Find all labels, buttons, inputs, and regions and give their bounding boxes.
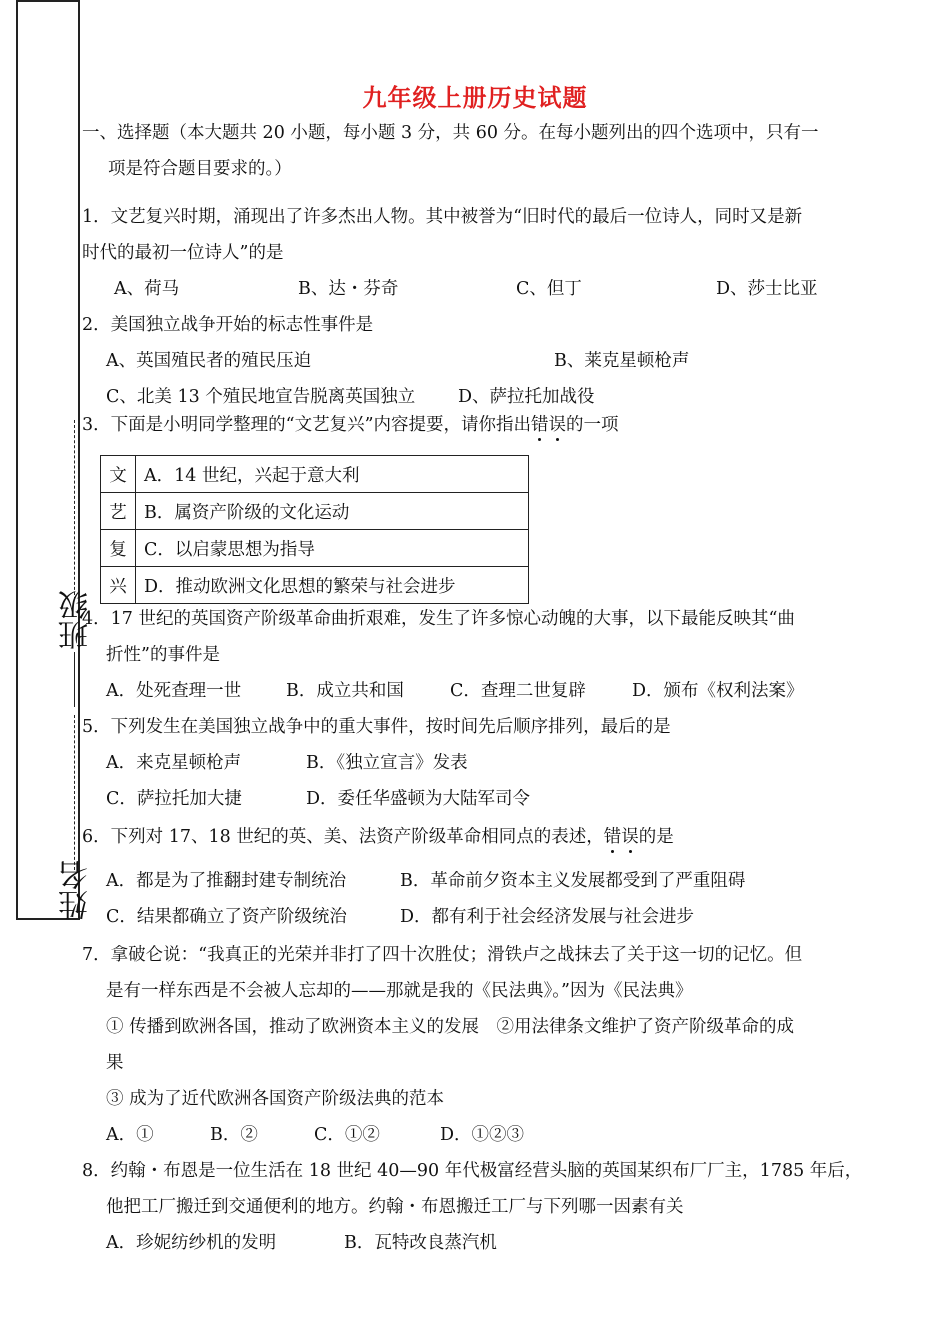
- q6-emphasis-1: 错: [603, 827, 622, 847]
- table-side-cell: 艺: [101, 493, 136, 530]
- q8-option-a: A．珍妮纺纱机的发明: [106, 1233, 277, 1253]
- q1-stem-line2: 时代的最初一位诗人”的是: [82, 243, 284, 263]
- q5-option-c: C．萨拉托加大捷: [106, 789, 242, 809]
- q3-emphasis-1: 错: [531, 415, 549, 435]
- q5-option-a: A．来克星顿枪声: [106, 753, 242, 773]
- table-cell: C．以启蒙思想为指导: [136, 530, 529, 567]
- name-label: 姓名: [59, 860, 94, 920]
- q5-stem: 5．下列发生在美国独立战争中的重大事件，按时间先后顺序排列，最后的是: [82, 717, 671, 737]
- table-side-cell: 兴: [101, 567, 136, 604]
- q4-stem-line2: 折性”的事件是: [106, 645, 220, 665]
- q2-option-c: C、北美 13 个殖民地宣告脱离英国独立: [106, 387, 416, 407]
- q7-option-a: A．①: [106, 1125, 154, 1145]
- q6-emphasis-2: 误: [621, 827, 639, 847]
- table-row: [101, 456, 529, 493]
- q1-option-d: D、莎士比亚: [716, 279, 818, 299]
- q4-option-a: A．处死查理一世: [106, 681, 242, 701]
- table-side-cell: 文: [101, 456, 136, 493]
- q1-stem-line1: 1．文艺复兴时期，涌现出了许多杰出人物。其中被誉为“旧时代的最后一位诗人，同时又是新: [82, 207, 803, 227]
- binding-margin-box: [16, 0, 80, 920]
- q1-option-a: A、荷马: [114, 279, 180, 299]
- table-row: [101, 530, 529, 567]
- q6-option-a: A．都是为了推翻封建专制统治: [106, 871, 347, 891]
- q4-option-c: C．查理二世复辟: [450, 681, 586, 701]
- q6-option-d: D．都有利于社会经济发展与社会进步: [400, 907, 695, 927]
- q6-stem: [82, 826, 674, 848]
- table-row: [101, 567, 529, 604]
- q4-option-d: D．颁布《权利法案》: [632, 681, 804, 701]
- q6-stem-end: 的是: [638, 827, 674, 847]
- table-row: [101, 493, 529, 530]
- table-cell: A．14 世纪，兴起于意大利: [136, 456, 529, 493]
- table-side-cell: 复: [101, 530, 136, 567]
- section-heading-line1: 一、选择题（本大题共 20 小题，每小题 3 分，共 60 分。在每小题列出的四个选项中，只有一: [82, 123, 819, 143]
- q2-stem: 2．美国独立战争开始的标志性事件是: [82, 315, 374, 335]
- page-title: 九年级上册历史试题: [362, 83, 588, 112]
- q7-option-b: B．②: [210, 1125, 258, 1145]
- section-heading-line2: 项是符合题目要求的。）: [108, 159, 292, 179]
- class-fill-line: [74, 652, 75, 707]
- q7-stem-line1: 7．拿破仑说：“我真正的光荣并非打了四十次胜仗；滑铁卢之战抹去了关于这一切的记忆。但: [82, 945, 803, 965]
- q3-renaissance-table: [100, 455, 529, 604]
- q1-option-c: C、但丁: [516, 279, 582, 299]
- q6-stem-text: 6．下列对 17、18 世纪的英、美、法资产阶级革命相同点的表述，: [82, 827, 604, 847]
- q3-stem-text: 3．下面是小明同学整理的“文艺复兴”内容提要，请你指出: [82, 415, 532, 435]
- q4-option-b: B．成立共和国: [286, 681, 404, 701]
- binding-dashed-line-bottom: [74, 715, 75, 870]
- q5-option-d: D．委任华盛顿为大陆军司令: [306, 789, 531, 809]
- q7-statement-3: ③ 成为了近代欧洲各国资产阶级法典的范本: [106, 1089, 445, 1109]
- q8-stem-line2: 他把工厂搬迁到交通便利的地方。约翰・布恩搬迁工厂与下列哪一因素有关: [106, 1197, 684, 1217]
- table-cell: D．推动欧洲文化思想的繁荣与社会进步: [136, 567, 529, 604]
- class-label: 班级: [59, 590, 94, 650]
- q6-option-c: C．结果都确立了资产阶级统治: [106, 907, 347, 927]
- q2-option-b: B、莱克星顿枪声: [554, 351, 690, 371]
- q2-option-a: A、英国殖民者的殖民压迫: [106, 351, 312, 371]
- q4-stem-line1: 4．17 世纪的英国资产阶级革命曲折艰难，发生了许多惊心动魄的大事，以下最能反映其“曲: [82, 609, 795, 629]
- q8-stem-line1: 8．约翰・布恩是一位生活在 18 世纪 40—90 年代极富经营头脑的英国某织布厂厂主，1785 年后，: [82, 1161, 863, 1181]
- q1-option-b: B、达・芬奇: [298, 279, 399, 299]
- q7-statement-1-2: ① 传播到欧洲各国，推动了欧洲资本主义的发展 ②用法律条文维护了资产阶级革命的成: [106, 1017, 795, 1037]
- q3-stem-end: 的一项: [566, 415, 619, 435]
- q7-option-c: C．①②: [314, 1125, 380, 1145]
- q7-stem-line2: 是有一样东西是不会被人忘却的——那就是我的《民法典》。”因为《民法典》: [106, 981, 693, 1001]
- q7-statement-2-end: 果: [106, 1053, 124, 1073]
- q8-option-b: B．瓦特改良蒸汽机: [344, 1233, 497, 1253]
- q6-option-b: B．革命前夕资本主义发展都受到了严重阻碍: [400, 871, 746, 891]
- q5-option-b: B．《独立宣言》发表: [306, 753, 468, 773]
- q3-emphasis-2: 误: [548, 415, 567, 435]
- q2-option-d: D、萨拉托加战役: [458, 387, 595, 407]
- q7-option-d: D．①②③: [440, 1125, 525, 1145]
- q3-stem: [82, 414, 619, 436]
- table-cell: B．属资产阶级的文化运动: [136, 493, 529, 530]
- binding-dashed-line-top: [74, 420, 75, 600]
